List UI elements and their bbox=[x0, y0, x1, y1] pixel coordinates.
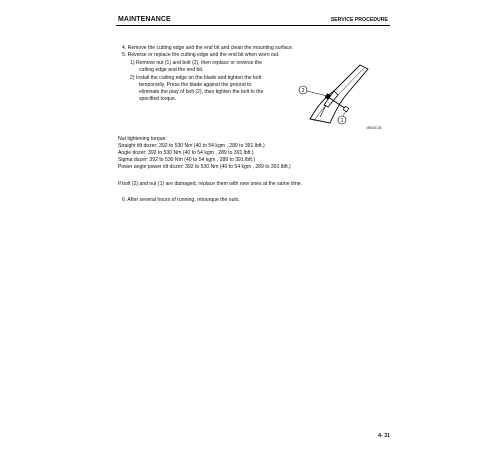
torque-line-2: Angle dozer: 392 to 530 Nm (40 to 54 kgm , 289 to 391 lbft.) bbox=[118, 150, 254, 156]
callout-1-label: 1 bbox=[340, 118, 344, 124]
step-5: 5. Reverse or replace the cutting edge and the end bit when worn out. bbox=[122, 52, 280, 58]
cutting-edge-figure bbox=[290, 61, 386, 125]
cutting-edge-illustration bbox=[290, 61, 386, 125]
torque-line-1: Straight tilt dozer: 392 to 530 Nm (40 to 54 kgm , 289 to 391 lbft.) bbox=[118, 143, 265, 149]
substep-2-line-4: specified torque. bbox=[139, 96, 177, 102]
section-title: MAINTENANCE bbox=[118, 16, 171, 23]
torque-line-3: Sigma dozer: 392 to 530 Nm (40 to 54 kgm , 289 to 391 lbft.) bbox=[118, 157, 256, 163]
substep-2-line-1: 2) Install the cutting edge on the blade and tighten the bolt bbox=[130, 75, 262, 81]
substep-2-line-2: temporarily. Press the blade against the ground to bbox=[139, 82, 252, 88]
substep-2-line-3: eliminate the play of bolt (2), then tighten the bolt to the bbox=[139, 89, 264, 95]
page-number: 4- 31 bbox=[378, 433, 390, 439]
header-rule bbox=[116, 25, 390, 26]
damage-note: If bolt (2) and nut (1) are damaged, replace them with new ones at the same time. bbox=[118, 181, 303, 187]
substep-1-line-1: 1) Remove nut (1) and bolt (2), then replace or reverse the bbox=[130, 60, 262, 66]
substep-1-line-2: cutting edge and the end bit. bbox=[139, 67, 204, 73]
step-4: 4. Remove the cutting edge and the end bit and clean the mounting surface. bbox=[122, 45, 294, 51]
step-6: 6. After several hours of running, retourque the nuts. bbox=[122, 197, 240, 203]
torque-heading: Nut tightening torque: bbox=[118, 136, 167, 142]
section-subtitle: SERVICE PROCEDURE bbox=[330, 17, 388, 23]
callout-2-label: 2 bbox=[301, 88, 305, 94]
figure-caption: 4BNS5135 bbox=[366, 126, 382, 130]
torque-line-4: Power angle power tilt dozer: 392 to 530 Nm (40 to 54 kgm , 289 to 391 lbft.) bbox=[118, 164, 291, 170]
